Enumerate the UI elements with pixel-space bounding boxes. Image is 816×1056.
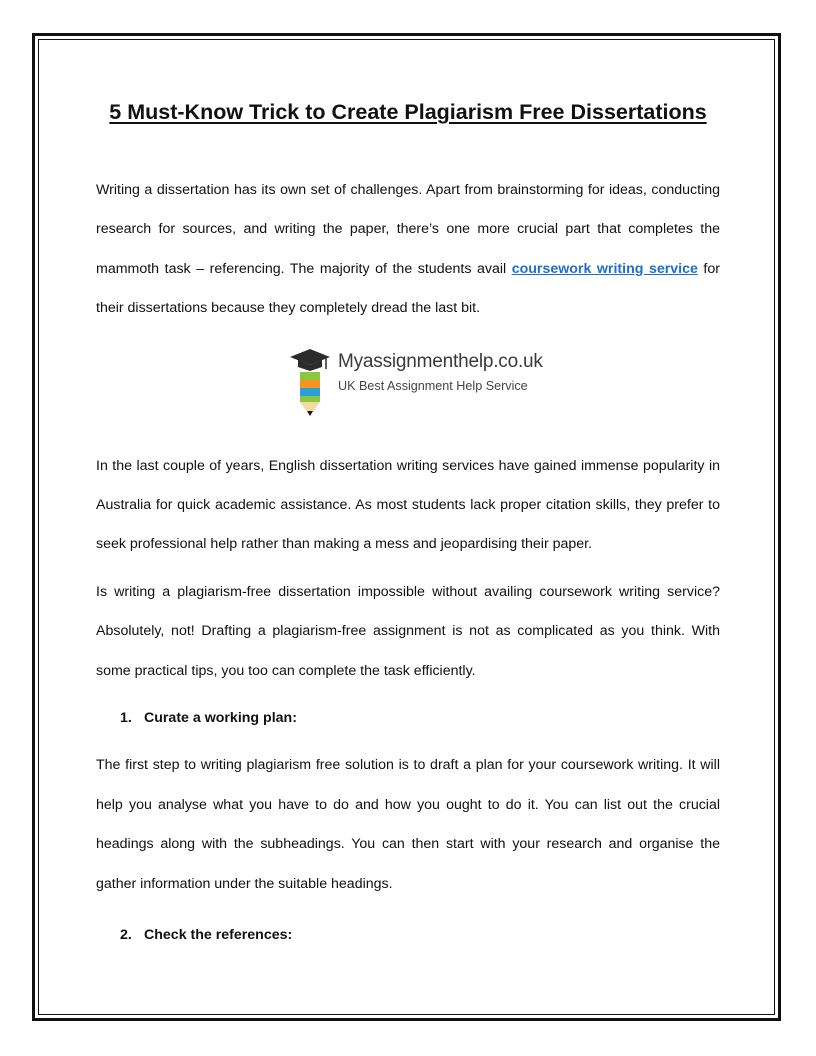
logo-container (96, 339, 720, 435)
graduation-pencil-icon (288, 347, 332, 417)
intro-text-before-link: Writing a dissertation has its own set of challenges. Apart from brainstorming for ideas, conducting research for sources, and writing the paper, there’s one more crucial part that completes the mammoth task – referencing. The majority of the students avail (96, 182, 720, 277)
section-body-1: The first step to writing plagiarism free solution is to draft a plan for your coursework writing. It will help you analyse what you have to do and how you ought to do it. You can list out the crucial headings along with the subheadings. You can then start with your research and organise the gather information under the suitable headings. (96, 757, 720, 892)
document-body (96, 98, 720, 956)
paragraph-plagiarism-question: Is writing a plagiarism-free dissertation impossible without availing coursework writing service? Absolutely, not! Drafting a plagiarism-free assignment is not as complicated as you think. With some practical tips, you too can complete the task efficiently. (96, 583, 720, 679)
brand-logo (288, 347, 543, 415)
logo-tagline: UK Best Assignment Help Service (338, 378, 528, 393)
logo-brand-name: Myassignmenthelp.co.uk (338, 350, 543, 372)
paragraph-popularity: In the last couple of years, English dissertation writing services have gained immense popularity in Australia for quick academic assistance. As most students lack proper citation skills, they prefer to seek professional help rather than making a mess and jeopardising their paper. (96, 457, 720, 553)
section-title-2: Check the references: (144, 927, 293, 944)
section-title-1: Curate a working plan: (144, 710, 297, 727)
coursework-writing-service-link[interactable]: coursework writing service (511, 260, 698, 277)
intro-text-after-link: for their dissertations because they completely dread the last bit. (96, 260, 720, 317)
section-number-1: 1. (120, 710, 132, 727)
document-title: 5 Must-Know Trick to Create Plagiarism Free Dissertations (109, 100, 707, 124)
section-number-2: 2. (120, 927, 132, 944)
section-heading-1 (96, 699, 720, 738)
intro-paragraph (96, 171, 720, 329)
section-heading-2 (96, 916, 720, 955)
